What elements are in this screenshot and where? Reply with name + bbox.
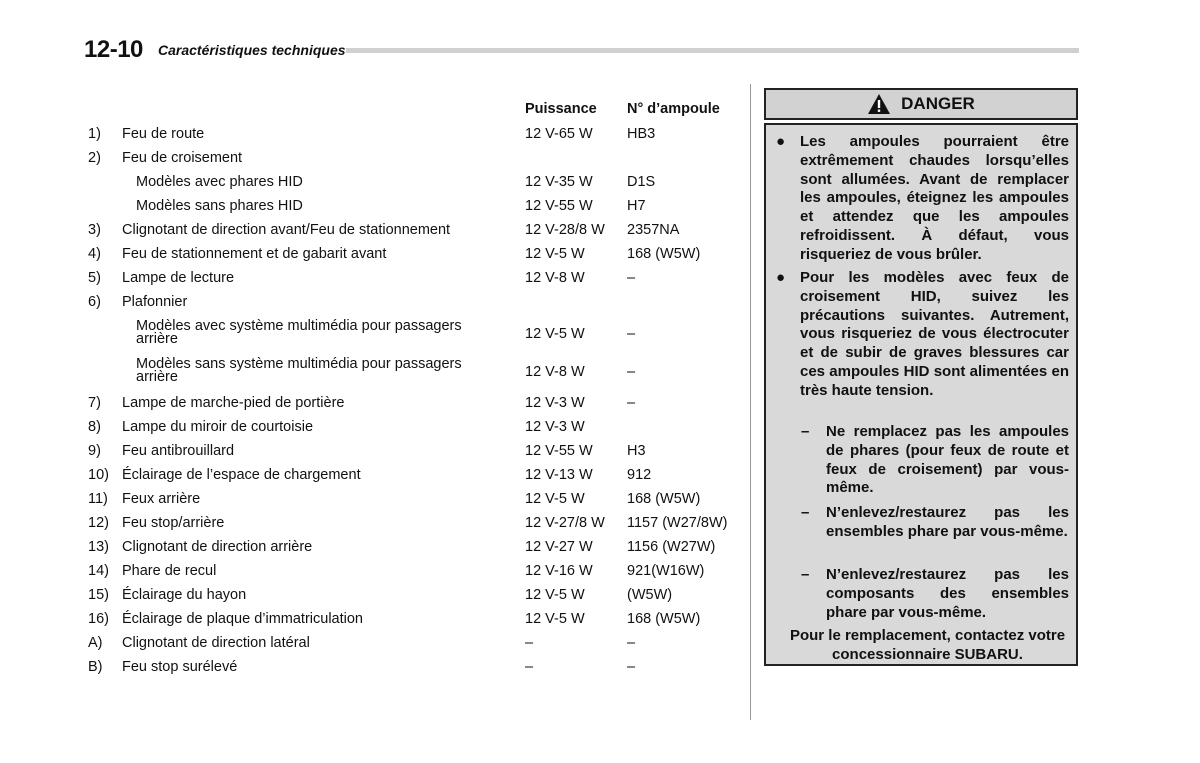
row-number: 4) — [88, 246, 101, 262]
column-header-bulb: N° d’ampoule — [627, 101, 720, 117]
bullet-marker: ● — [776, 269, 786, 286]
danger-dash-1: Ne remplacez pas les ampoules de phares (pour feux de route et feux de croisement) par vous-même. — [826, 423, 1069, 497]
row-number: 6) — [88, 294, 101, 310]
row-bulb: 1157 (W27/8W) — [627, 515, 728, 531]
row-bulb: (W5W) — [627, 587, 673, 603]
row-label: Lampe de lecture — [122, 270, 235, 286]
row-number: 3) — [88, 222, 101, 238]
row-label: Clignotant de direction avant/Feu de stationnement — [122, 222, 451, 238]
row-bulb: 921(W16W) — [627, 563, 705, 579]
row-power: 12 V-5 W — [525, 326, 585, 342]
section-title: Caractéristiques techniques — [158, 42, 346, 58]
row-bulb: 168 (W5W) — [627, 611, 701, 627]
row-power: 12 V-5 W — [525, 587, 585, 603]
row-number: 1) — [88, 126, 101, 142]
row-bulb: – — [627, 659, 636, 675]
danger-dash-3: N’enlevez/restaurez pas les composants des ensembles phare par vous-même. — [826, 566, 1069, 621]
row-label: Feu stop/arrière — [122, 515, 225, 531]
danger-header — [764, 88, 1078, 120]
row-label: Modèles sans système multimédia pour passagers arrière — [136, 356, 462, 385]
row-label: Modèles avec système multimédia pour passagers arrière — [136, 318, 462, 347]
row-label: Lampe de marche-pied de portière — [122, 395, 345, 411]
row-bulb: – — [627, 270, 636, 286]
row-bulb: – — [627, 364, 636, 380]
row-number: 9) — [88, 443, 101, 459]
row-number: B) — [88, 659, 103, 675]
row-label: Lampe du miroir de courtoisie — [122, 419, 314, 435]
danger-dash-2: N’enlevez/restaurez pas les ensembles phare par vous-même. — [826, 504, 1069, 540]
row-label: Phare de recul — [122, 563, 217, 579]
row-power: 12 V-5 W — [525, 491, 585, 507]
row-bulb: 168 (W5W) — [627, 491, 701, 507]
column-divider — [750, 84, 751, 720]
row-bulb: – — [627, 635, 636, 651]
row-power: 12 V-8 W — [525, 270, 585, 286]
row-bulb: H3 — [627, 443, 646, 459]
row-label: Feu de route — [122, 126, 205, 142]
row-power: 12 V-65 W — [525, 126, 593, 142]
row-bulb: D1S — [627, 174, 656, 190]
row-power: 12 V-28/8 W — [525, 222, 605, 238]
danger-bullet-1: Les ampoules pourraient être extrêmement chaudes lorsqu’elles sont allumées. Avant de remplacer les ampoules, éteignez les ampoules et attendez que les ampoules refroidissent. À défaut, vous risqueriez de vous brûler. — [800, 133, 1069, 263]
dash-marker: – — [801, 504, 810, 521]
header-rule — [346, 48, 1079, 53]
row-number: 16) — [88, 611, 109, 627]
row-label: Feux arrière — [122, 491, 201, 507]
bullet-marker: ● — [776, 133, 786, 150]
page-number: 12-10 — [84, 36, 143, 63]
row-bulb: 912 — [627, 467, 652, 483]
row-label: Éclairage de l’espace de chargement — [122, 467, 361, 483]
danger-title: DANGER — [901, 94, 975, 113]
danger-box — [764, 123, 1078, 666]
row-number: 13) — [88, 539, 109, 555]
row-label: Feu stop surélevé — [122, 659, 238, 675]
row-power: 12 V-27/8 W — [525, 515, 605, 531]
row-power: 12 V-8 W — [525, 364, 585, 380]
row-power: 12 V-55 W — [525, 198, 593, 214]
row-power: 12 V-5 W — [525, 246, 585, 262]
row-power: 12 V-13 W — [525, 467, 593, 483]
row-label: Feu de stationnement et de gabarit avant — [122, 246, 387, 262]
row-label: Plafonnier — [122, 294, 188, 310]
row-label: Modèles avec phares HID — [136, 174, 303, 190]
row-power: 12 V-35 W — [525, 174, 593, 190]
page-header — [84, 36, 1079, 64]
row-number: 14) — [88, 563, 109, 579]
dash-marker: – — [801, 566, 810, 583]
row-number: 2) — [88, 150, 101, 166]
dash-marker: – — [801, 423, 810, 440]
row-label: Modèles sans phares HID — [136, 198, 303, 214]
row-power: 12 V-16 W — [525, 563, 593, 579]
row-label: Feu antibrouillard — [122, 443, 235, 459]
row-bulb: 1156 (W27W) — [627, 539, 716, 555]
danger-bullet-2: Pour les modèles avec feux de croisement HID, suivez les précautions suivantes. Autrement, vous risqueriez de vous électrocuter et de subir de graves blessures car ces ampoules HID sont alimentées en très haute tension. — [800, 269, 1069, 399]
danger-final-note: Pour le remplacement, contactez votre concessionnaire SUBARU. — [789, 627, 1066, 663]
row-power: 12 V-3 W — [525, 419, 585, 435]
row-power: 12 V-3 W — [525, 395, 585, 411]
row-bulb: 168 (W5W) — [627, 246, 701, 262]
row-number: 11) — [88, 491, 108, 507]
row-number: 8) — [88, 419, 101, 435]
row-bulb: H7 — [627, 198, 646, 214]
row-label: Éclairage du hayon — [122, 587, 247, 603]
row-bulb: – — [627, 395, 636, 411]
row-number: 5) — [88, 270, 101, 286]
row-number: 15) — [88, 587, 109, 603]
row-label: Clignotant de direction arrière — [122, 539, 313, 555]
row-power: 12 V-55 W — [525, 443, 593, 459]
row-bulb: HB3 — [627, 126, 656, 142]
column-header-power: Puissance — [525, 101, 597, 117]
row-power: – — [525, 659, 534, 675]
row-number: 7) — [88, 395, 101, 411]
row-label: Éclairage de plaque d’immatriculation — [122, 611, 363, 627]
row-number: 12) — [88, 515, 109, 531]
row-number: 10) — [88, 467, 109, 483]
row-bulb: – — [627, 326, 636, 342]
row-label: Feu de croisement — [122, 150, 243, 166]
row-power: 12 V-27 W — [525, 539, 593, 555]
row-number: A) — [88, 635, 103, 651]
row-power: 12 V-5 W — [525, 611, 585, 627]
warning-triangle-icon — [867, 93, 891, 115]
row-label: Clignotant de direction latéral — [122, 635, 310, 651]
row-power: – — [525, 635, 534, 651]
row-bulb: 2357NA — [627, 222, 680, 238]
